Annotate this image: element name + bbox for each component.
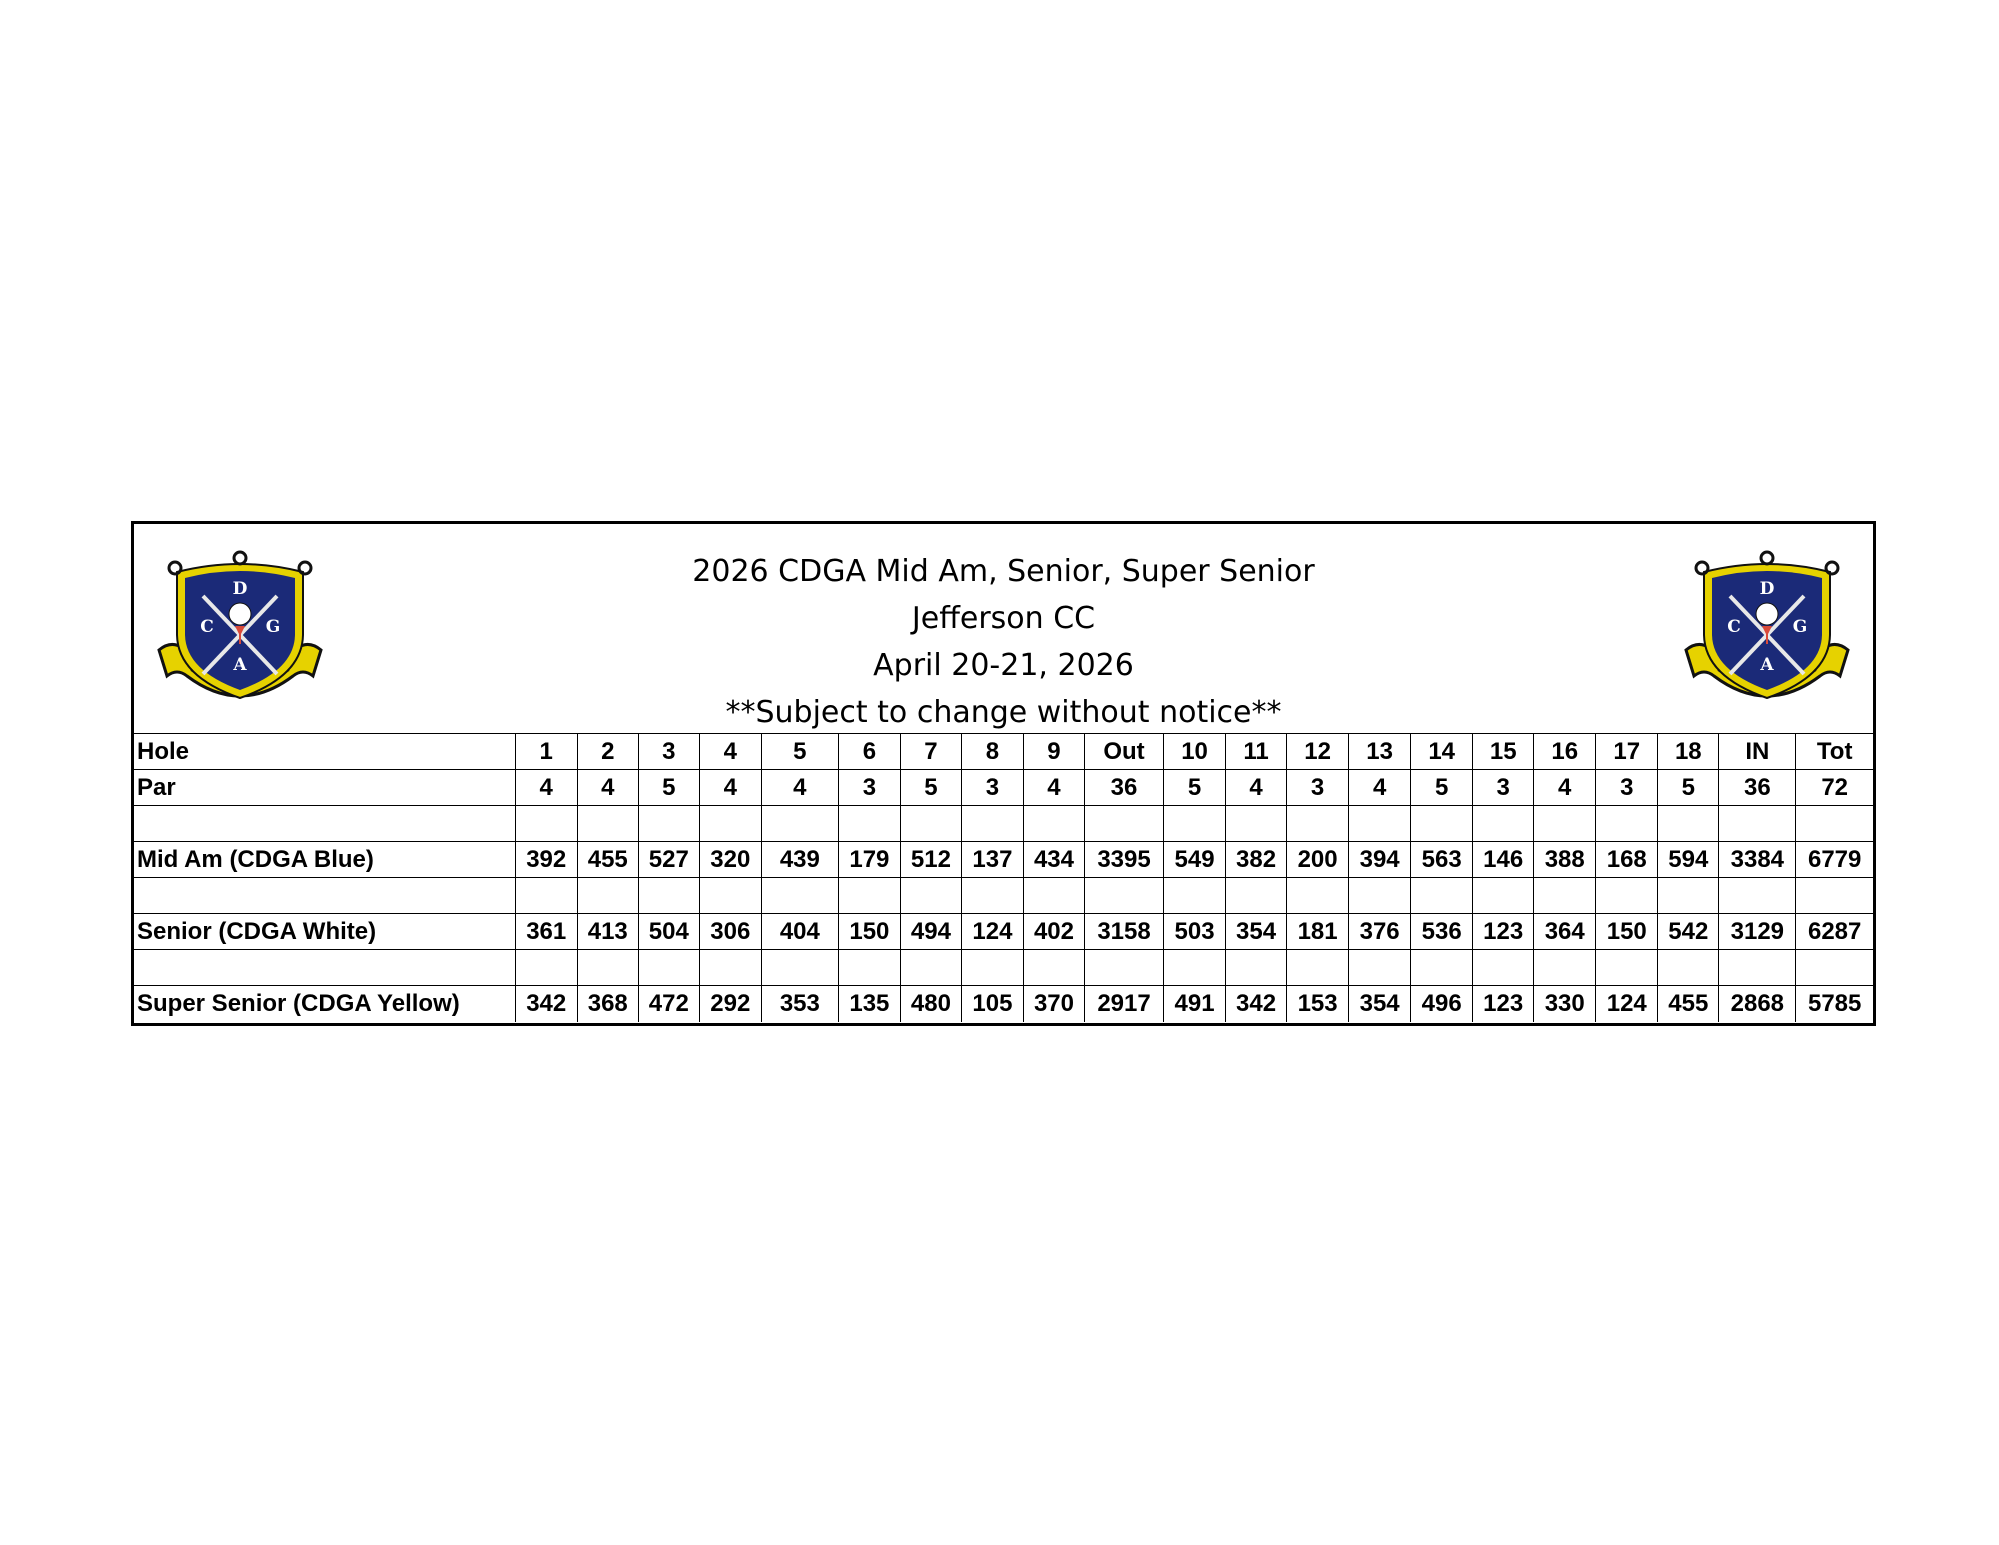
table-cell	[1164, 806, 1226, 842]
logo-letter-d: D	[232, 579, 248, 599]
table-cell	[515, 878, 577, 914]
table-cell: 4	[699, 734, 761, 770]
table-cell: 16	[1534, 734, 1596, 770]
row-label	[134, 806, 515, 842]
table-cell: 6779	[1796, 842, 1873, 878]
table-cell: 4	[1349, 770, 1411, 806]
table-cell: 439	[761, 842, 838, 878]
table-cell: 504	[638, 914, 699, 950]
table-cell	[1287, 950, 1349, 986]
table-cell	[1473, 806, 1534, 842]
table-cell	[1287, 806, 1349, 842]
event-title-block	[134, 548, 1873, 736]
table-cell: Tot	[1796, 734, 1873, 770]
table-cell	[1534, 950, 1596, 986]
table-cell	[1796, 878, 1873, 914]
table-cell: 10	[1164, 734, 1226, 770]
table-cell: 3395	[1085, 842, 1164, 878]
table-cell: 135	[838, 986, 900, 1022]
table-cell: 563	[1411, 842, 1473, 878]
table-cell	[1719, 806, 1796, 842]
table-cell	[577, 878, 638, 914]
table-cell: 503	[1164, 914, 1226, 950]
table-cell: 124	[961, 914, 1023, 950]
table-cell	[838, 950, 900, 986]
table-cell: 361	[515, 914, 577, 950]
table-cell: 36	[1085, 770, 1164, 806]
table-cell: 9	[1023, 734, 1084, 770]
table-cell: 123	[1473, 914, 1534, 950]
table-cell: 4	[699, 770, 761, 806]
table-cell: 3	[638, 734, 699, 770]
table-cell: 480	[900, 986, 961, 1022]
table-cell	[1164, 950, 1226, 986]
table-row-super-senior-cdga-yellow	[134, 986, 1873, 1022]
table-cell	[1349, 806, 1411, 842]
table-cell	[900, 878, 961, 914]
table-cell	[1085, 806, 1164, 842]
table-cell: 1	[515, 734, 577, 770]
table-cell	[838, 806, 900, 842]
table-cell: 150	[838, 914, 900, 950]
logo-letter-c: C	[1727, 617, 1741, 637]
table-cell	[1023, 950, 1084, 986]
table-cell	[1226, 806, 1287, 842]
table-cell	[1023, 806, 1084, 842]
table-cell: 200	[1287, 842, 1349, 878]
table-cell	[761, 878, 838, 914]
table-cell: 455	[577, 842, 638, 878]
table-cell: 150	[1596, 914, 1658, 950]
table-cell: 3129	[1719, 914, 1796, 950]
logo-letter-g: G	[1792, 617, 1808, 637]
row-label: Senior (CDGA White)	[134, 914, 515, 950]
table-cell: 105	[961, 986, 1023, 1022]
row-label	[134, 950, 515, 986]
table-cell: 354	[1349, 986, 1411, 1022]
table-cell: 342	[1226, 986, 1287, 1022]
scorecard-header	[134, 524, 1873, 733]
table-cell: 536	[1411, 914, 1473, 950]
table-cell: 404	[761, 914, 838, 950]
table-cell	[961, 878, 1023, 914]
event-title: 2026 CDGA Mid Am, Senior, Super Senior	[692, 554, 1315, 589]
table-cell: 382	[1226, 842, 1287, 878]
table-cell: 13	[1349, 734, 1411, 770]
table-cell: 6287	[1796, 914, 1873, 950]
table-cell	[1796, 806, 1873, 842]
table-cell: 4	[515, 770, 577, 806]
table-cell: 15	[1473, 734, 1534, 770]
event-venue: Jefferson CC	[911, 601, 1096, 636]
table-cell: 491	[1164, 986, 1226, 1022]
table-cell: 179	[838, 842, 900, 878]
table-cell	[638, 950, 699, 986]
event-disclaimer: **Subject to change without notice**	[725, 695, 1282, 730]
table-cell: 4	[1226, 770, 1287, 806]
table-cell	[1411, 950, 1473, 986]
table-cell: 123	[1473, 986, 1534, 1022]
table-cell: 146	[1473, 842, 1534, 878]
table-cell	[515, 806, 577, 842]
table-cell	[1473, 878, 1534, 914]
table-cell: 5	[1658, 770, 1719, 806]
table-cell: 137	[961, 842, 1023, 878]
table-cell	[1534, 806, 1596, 842]
table-cell: 14	[1411, 734, 1473, 770]
table-cell: 3	[838, 770, 900, 806]
table-cell: 5785	[1796, 986, 1873, 1022]
table-cell: 2917	[1085, 986, 1164, 1022]
table-cell	[699, 806, 761, 842]
table-cell: 4	[1023, 770, 1084, 806]
table-cell: 36	[1719, 770, 1796, 806]
table-row-spacer	[134, 878, 1873, 914]
event-dates: April 20-21, 2026	[873, 648, 1134, 683]
table-cell: 3	[1473, 770, 1534, 806]
table-cell	[1226, 950, 1287, 986]
row-label	[134, 878, 515, 914]
table-cell: 2868	[1719, 986, 1796, 1022]
table-cell: 5	[761, 734, 838, 770]
table-row-spacer	[134, 806, 1873, 842]
row-label: Hole	[134, 734, 515, 770]
table-cell	[638, 878, 699, 914]
table-cell: 353	[761, 986, 838, 1022]
table-cell: 455	[1658, 986, 1719, 1022]
table-cell: 18	[1658, 734, 1719, 770]
table-cell: 4	[761, 770, 838, 806]
logo-letter-a: A	[233, 655, 247, 675]
table-cell: 3	[1287, 770, 1349, 806]
table-cell: Out	[1085, 734, 1164, 770]
table-cell: 330	[1534, 986, 1596, 1022]
table-cell: 5	[638, 770, 699, 806]
table-cell	[1596, 950, 1658, 986]
table-cell: 153	[1287, 986, 1349, 1022]
table-cell	[699, 950, 761, 986]
table-cell: 370	[1023, 986, 1084, 1022]
table-cell: 292	[699, 986, 761, 1022]
table-cell: 5	[1411, 770, 1473, 806]
logo-letter-a: A	[1760, 655, 1774, 675]
table-cell: 3	[1596, 770, 1658, 806]
table-cell	[1534, 878, 1596, 914]
logo-letter-g: G	[265, 617, 281, 637]
scorecard-card	[131, 521, 1876, 1026]
table-cell: 4	[1534, 770, 1596, 806]
table-row-senior-cdga-white	[134, 914, 1873, 950]
yardage-table	[134, 733, 1873, 1022]
table-cell	[1349, 878, 1411, 914]
table-cell: 8	[961, 734, 1023, 770]
table-cell	[1658, 806, 1719, 842]
table-cell	[761, 950, 838, 986]
table-cell	[961, 950, 1023, 986]
table-cell	[838, 878, 900, 914]
table-cell	[1023, 878, 1084, 914]
table-cell	[515, 950, 577, 986]
table-cell	[1658, 950, 1719, 986]
table-cell: 376	[1349, 914, 1411, 950]
table-cell	[1411, 806, 1473, 842]
table-cell	[1287, 878, 1349, 914]
table-cell: 12	[1287, 734, 1349, 770]
table-cell: 472	[638, 986, 699, 1022]
table-cell	[638, 806, 699, 842]
table-cell: 342	[515, 986, 577, 1022]
table-cell: 549	[1164, 842, 1226, 878]
table-cell: 168	[1596, 842, 1658, 878]
table-cell: 5	[900, 770, 961, 806]
table-cell	[1164, 878, 1226, 914]
table-cell: 354	[1226, 914, 1287, 950]
table-cell	[1596, 878, 1658, 914]
table-cell	[1349, 950, 1411, 986]
cdga-crest-icon	[1680, 548, 1854, 718]
table-cell: 72	[1796, 770, 1873, 806]
table-row-spacer	[134, 950, 1873, 986]
table-cell: 434	[1023, 842, 1084, 878]
table-row-hole	[134, 734, 1873, 770]
table-cell: 364	[1534, 914, 1596, 950]
table-row-mid-am-cdga-blue	[134, 842, 1873, 878]
table-cell	[761, 806, 838, 842]
table-cell	[1596, 806, 1658, 842]
table-row-par	[134, 770, 1873, 806]
table-cell: 124	[1596, 986, 1658, 1022]
table-cell: 496	[1411, 986, 1473, 1022]
table-cell: IN	[1719, 734, 1796, 770]
table-cell	[577, 806, 638, 842]
table-cell: 4	[577, 770, 638, 806]
row-label: Mid Am (CDGA Blue)	[134, 842, 515, 878]
table-cell: 394	[1349, 842, 1411, 878]
table-cell	[961, 806, 1023, 842]
table-cell	[1085, 878, 1164, 914]
table-cell	[1473, 950, 1534, 986]
table-cell: 512	[900, 842, 961, 878]
table-cell	[1411, 878, 1473, 914]
table-cell: 594	[1658, 842, 1719, 878]
table-cell: 3	[961, 770, 1023, 806]
table-cell: 11	[1226, 734, 1287, 770]
table-cell	[1226, 878, 1287, 914]
row-label: Par	[134, 770, 515, 806]
cdga-logo-right	[1680, 548, 1854, 718]
table-cell	[900, 806, 961, 842]
table-cell: 181	[1287, 914, 1349, 950]
table-cell: 413	[577, 914, 638, 950]
table-cell: 306	[699, 914, 761, 950]
table-cell	[1796, 950, 1873, 986]
table-cell: 3158	[1085, 914, 1164, 950]
table-cell: 7	[900, 734, 961, 770]
table-cell: 5	[1164, 770, 1226, 806]
table-cell: 6	[838, 734, 900, 770]
table-cell: 17	[1596, 734, 1658, 770]
table-cell	[577, 950, 638, 986]
table-cell	[699, 878, 761, 914]
table-cell: 494	[900, 914, 961, 950]
table-cell: 388	[1534, 842, 1596, 878]
table-cell: 368	[577, 986, 638, 1022]
table-cell	[1719, 950, 1796, 986]
logo-letter-d: D	[1759, 579, 1775, 599]
logo-letter-c: C	[200, 617, 214, 637]
table-cell: 542	[1658, 914, 1719, 950]
row-label: Super Senior (CDGA Yellow)	[134, 986, 515, 1022]
table-cell: 320	[699, 842, 761, 878]
table-cell	[1085, 950, 1164, 986]
table-cell	[1658, 878, 1719, 914]
table-cell: 392	[515, 842, 577, 878]
table-cell	[1719, 878, 1796, 914]
table-cell: 402	[1023, 914, 1084, 950]
table-cell: 3384	[1719, 842, 1796, 878]
table-cell	[900, 950, 961, 986]
table-cell: 2	[577, 734, 638, 770]
table-cell: 527	[638, 842, 699, 878]
